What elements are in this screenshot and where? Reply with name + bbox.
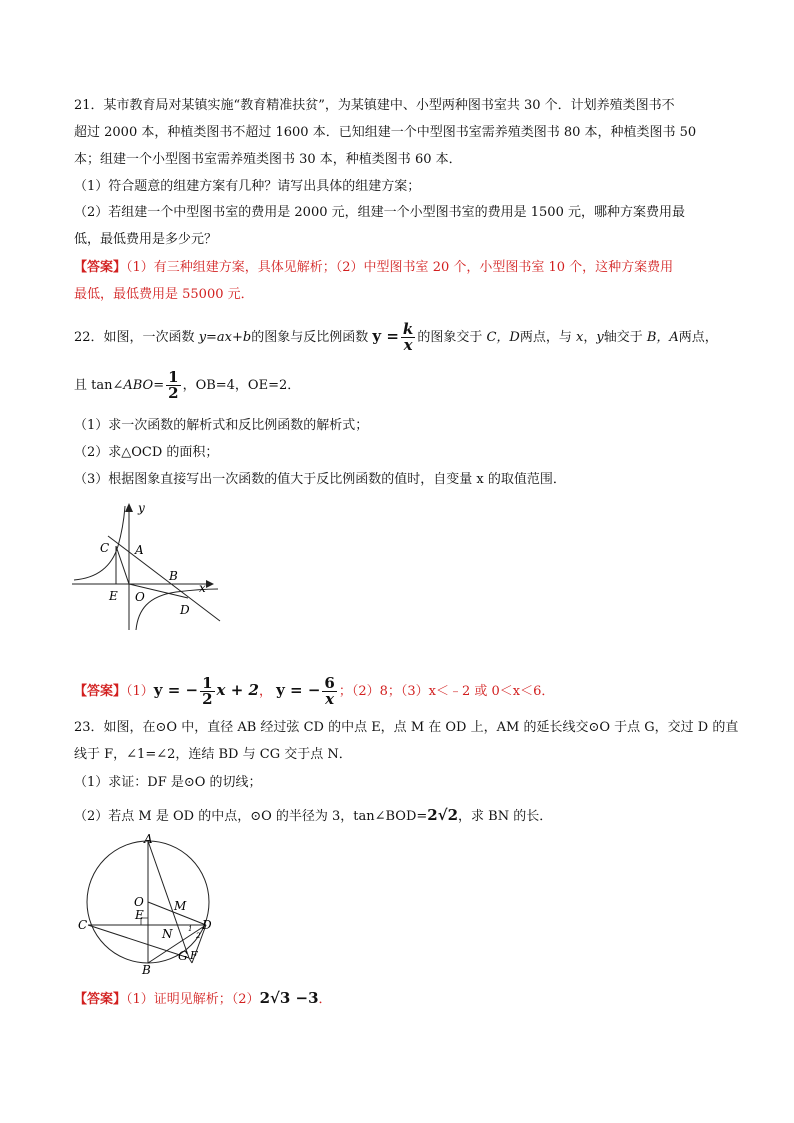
q22-ans-sep: ， xyxy=(258,684,272,699)
q22-x-arrow xyxy=(206,580,214,588)
q23-answer xyxy=(74,988,332,1010)
q22-part3: （3）根据图象直接写出一次函数的值大于反比例函数的值时，自变量 x 的取值范围． xyxy=(74,472,566,487)
q22-label-c: C xyxy=(100,541,110,555)
q21-line2: 超过 2000 本，种植类图书不超过 1600 本．已知组建一个中型图书室需养殖类图书 80 本，种植类图书 50 xyxy=(74,125,697,140)
q22-ans-d1: 2 xyxy=(202,690,213,708)
q22-ans-n1: 1 xyxy=(202,674,213,692)
q22-graph xyxy=(68,500,228,635)
q22-ans-d2: x xyxy=(325,690,335,708)
q23-line1: 23．如图，在⊙O 中，直径 AB 经过弦 CD 的中点 E，点 M 在 OD 上，AM 的延长线交⊙O 于点 G，交过 D 的直 xyxy=(74,720,739,735)
q21-line1: 21．某市教育局对某镇实施“教育精准扶贫”，为某镇建中、小型两种图书室共 30 个．计划养殖类图书不 xyxy=(74,98,675,113)
q22-intro-d: 两点，与 xyxy=(519,330,576,345)
q23-label-f: F xyxy=(190,949,198,962)
q22-label-y: y xyxy=(138,501,145,515)
q22-ans-frac2 xyxy=(322,676,336,707)
q22-half xyxy=(166,370,180,401)
q23-label-c: C xyxy=(78,918,88,932)
q22-label-o: O xyxy=(135,590,145,604)
answer-tag: 【答案】 xyxy=(74,992,127,1007)
q22-part1: （1）求一次函数的解析式和反比例函数的解析式； xyxy=(74,418,369,433)
q23-label-d: D xyxy=(202,918,212,932)
q21-line3: 本；组建一个小型图书室需养殖类图书 30 本，种植类图书 60 本． xyxy=(74,152,462,167)
q22-abo: ABO xyxy=(123,378,154,393)
q21-answer1: （1）有三种组建方案，具体见解析；（2）中型图书室 20 个，小型图书室 10 个，这种方案费用 xyxy=(126,260,674,275)
q22-ans-p1: （1） xyxy=(126,684,154,699)
q22-ans-y2: y = − xyxy=(276,681,321,699)
q23-label-b: B xyxy=(142,963,151,977)
q23-part2 xyxy=(74,805,552,827)
q23-answer-end: ． xyxy=(318,992,332,1007)
answer-tag: 【答案】 xyxy=(74,260,127,275)
q21-part2b: 低，最低费用是多少元？ xyxy=(74,232,218,247)
q23-part1: （1）求证：DF 是⊙O 的切线； xyxy=(74,775,262,790)
q22-x: x xyxy=(403,336,413,354)
q23-label-m: M xyxy=(174,899,187,913)
q22-linear-fn: y=ax+b xyxy=(198,330,252,345)
q22-tan: 且 tan∠ xyxy=(74,378,124,393)
q22-label-d: D xyxy=(180,603,190,617)
q23-line2: 线于 F，∠1=∠2，连结 BD 与 CG 交于点 N． xyxy=(74,747,352,762)
q23-label-o: O xyxy=(134,895,144,909)
q22-k-over-x xyxy=(401,322,415,353)
q23-answer-a: （1）证明见解析；（2） xyxy=(126,992,260,1007)
q22-linear-line xyxy=(108,536,220,621)
q21-part2a: （2）若组建一个中型图书室的费用是 2000 元，组建一个小型图书室的费用是 1500 元，哪种方案费用最 xyxy=(74,205,685,220)
q23-part2-a: （2）若点 M 是 OD 的中点，⊙O 的半径为 3，tan∠BOD= xyxy=(74,809,428,824)
q23-answer-math: 2√3 −3 xyxy=(259,989,319,1007)
q22-label-a: A xyxy=(135,543,144,557)
q22-cd: C，D xyxy=(486,330,520,345)
q22-ans-n2: 6 xyxy=(324,674,335,692)
q22-comma: ， xyxy=(583,330,597,345)
q23-circle-figure xyxy=(78,830,228,978)
q22-ba: B，A xyxy=(646,330,679,345)
q22-ans-frac1 xyxy=(200,676,214,707)
q22-intro-f: 两点， xyxy=(678,330,718,345)
q23-label-a: A xyxy=(144,832,153,846)
q23-cg xyxy=(88,925,189,958)
q22-half-num: 1 xyxy=(168,368,179,386)
q22-ans-rest: ；（2）8；（3）x＜﹣2 或 0＜x＜6． xyxy=(338,684,555,699)
q22-y-eq: y = xyxy=(372,327,399,345)
q22-label-x: x xyxy=(199,581,206,595)
q23-part2-b: ，求 BN 的长． xyxy=(458,809,553,824)
q22-half-den: 2 xyxy=(168,384,179,402)
q22-intro-e: 轴交于 xyxy=(603,330,647,345)
q22-ans-y1: y = − xyxy=(153,681,199,699)
q22-answer xyxy=(74,676,554,707)
q22-ans-tail1: x + 2 xyxy=(216,681,259,699)
q22-intro-b: 的图象与反比例函数 xyxy=(251,330,369,345)
q23-part2-math: 2√2 xyxy=(427,806,459,824)
q22-intro-a: 22．如图，一次函数 xyxy=(74,330,199,345)
q22-label-b: B xyxy=(169,569,178,583)
q22-label-e: E xyxy=(109,589,118,603)
q22-intro xyxy=(74,322,718,353)
q23-label-angle2: 2 xyxy=(196,932,201,940)
q23-label-n: N xyxy=(162,927,173,941)
q22-part2: （2）求△OCD 的面积； xyxy=(74,445,219,460)
q22-y-arrow xyxy=(125,503,133,512)
q21-answer-line1 xyxy=(74,258,673,278)
q21-answer2: 最低，最低费用是 55000 元． xyxy=(74,287,254,302)
q22-yv: y xyxy=(596,330,604,345)
q23-label-angle1: 1 xyxy=(188,925,193,933)
q22-oc xyxy=(116,546,129,584)
q22-eq: = xyxy=(153,378,165,393)
q22-k: k xyxy=(402,320,414,338)
answer-tag: 【答案】 xyxy=(74,684,127,699)
q23-label-e: E xyxy=(135,908,144,922)
q22-line2 xyxy=(74,370,300,401)
q22-ob: ，OB=4，OE=2． xyxy=(182,378,301,393)
q22-intro-c: 的图象交于 xyxy=(417,330,487,345)
q22-xv: x xyxy=(575,330,584,345)
q23-label-g: G xyxy=(178,949,188,963)
q21-part1: （1）符合题意的组建方案有几种？请写出具体的组建方案； xyxy=(74,179,421,194)
